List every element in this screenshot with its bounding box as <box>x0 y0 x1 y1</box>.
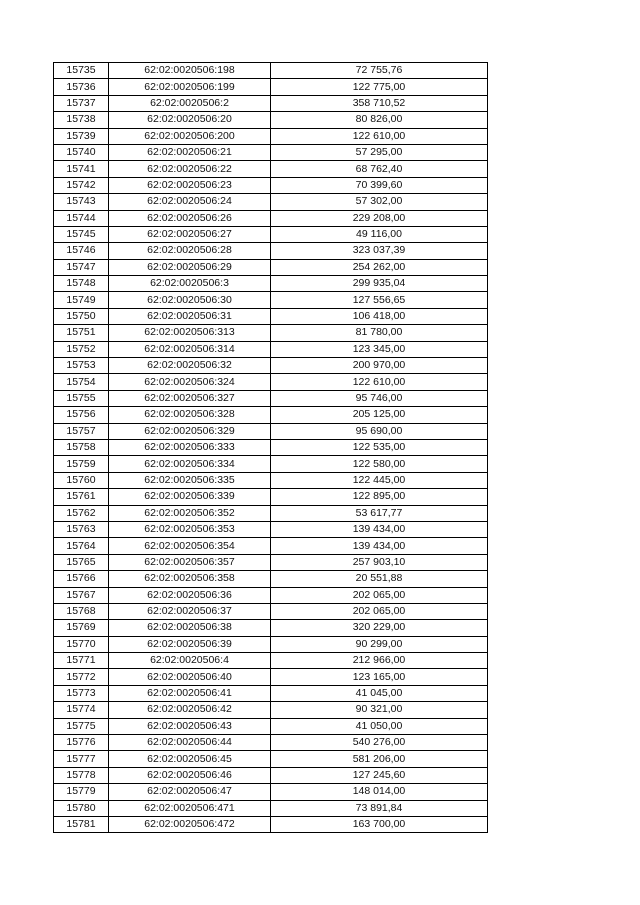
value-cell: 257 903,10 <box>271 554 488 570</box>
cadastral-number-cell: 62:02:0020506:39 <box>109 636 271 652</box>
table-row <box>54 538 488 554</box>
row-number-cell: 15756 <box>54 407 109 423</box>
cadastral-number-cell: 62:02:0020506:31 <box>109 308 271 324</box>
value-cell: 254 262,00 <box>271 259 488 275</box>
row-number-cell: 15755 <box>54 390 109 406</box>
table-row <box>54 423 488 439</box>
table-row <box>54 439 488 455</box>
table-row <box>54 653 488 669</box>
table-row <box>54 456 488 472</box>
value-cell: 581 206,00 <box>271 751 488 767</box>
value-cell: 80 826,00 <box>271 112 488 128</box>
cadastral-number-cell: 62:02:0020506:352 <box>109 505 271 521</box>
row-number-cell: 15779 <box>54 784 109 800</box>
row-number-cell: 15772 <box>54 669 109 685</box>
cadastral-number-cell: 62:02:0020506:29 <box>109 259 271 275</box>
cadastral-number-cell: 62:02:0020506:22 <box>109 161 271 177</box>
value-cell: 212 966,00 <box>271 653 488 669</box>
cadastral-number-cell: 62:02:0020506:40 <box>109 669 271 685</box>
cadastral-number-cell: 62:02:0020506:314 <box>109 341 271 357</box>
cadastral-number-cell: 62:02:0020506:28 <box>109 243 271 259</box>
table-row <box>54 571 488 587</box>
table-row <box>54 259 488 275</box>
row-number-cell: 15740 <box>54 144 109 160</box>
table-row <box>54 358 488 374</box>
cadastral-number-cell: 62:02:0020506:47 <box>109 784 271 800</box>
value-cell: 57 302,00 <box>271 194 488 210</box>
table-row <box>54 685 488 701</box>
value-cell: 49 116,00 <box>271 226 488 242</box>
value-cell: 323 037,39 <box>271 243 488 259</box>
row-number-cell: 15745 <box>54 226 109 242</box>
cadastral-number-cell: 62:02:0020506:43 <box>109 718 271 734</box>
cadastral-number-cell: 62:02:0020506:37 <box>109 603 271 619</box>
cadastral-number-cell: 62:02:0020506:471 <box>109 800 271 816</box>
table-row <box>54 308 488 324</box>
value-cell: 81 780,00 <box>271 325 488 341</box>
table-row <box>54 735 488 751</box>
row-number-cell: 15736 <box>54 79 109 95</box>
value-cell: 122 580,00 <box>271 456 488 472</box>
row-number-cell: 15781 <box>54 816 109 832</box>
row-number-cell: 15746 <box>54 243 109 259</box>
row-number-cell: 15742 <box>54 177 109 193</box>
cadastral-number-cell: 62:02:0020506:42 <box>109 702 271 718</box>
cadastral-number-cell: 62:02:0020506:3 <box>109 276 271 292</box>
row-number-cell: 15758 <box>54 439 109 455</box>
row-number-cell: 15766 <box>54 571 109 587</box>
table-row <box>54 800 488 816</box>
table-row <box>54 79 488 95</box>
row-number-cell: 15762 <box>54 505 109 521</box>
cadastral-number-cell: 62:02:0020506:26 <box>109 210 271 226</box>
table-row <box>54 128 488 144</box>
value-cell: 20 551,88 <box>271 571 488 587</box>
row-number-cell: 15748 <box>54 276 109 292</box>
cadastral-number-cell: 62:02:0020506:27 <box>109 226 271 242</box>
table-row <box>54 374 488 390</box>
table-row <box>54 325 488 341</box>
row-number-cell: 15735 <box>54 63 109 79</box>
value-cell: 90 299,00 <box>271 636 488 652</box>
value-cell: 127 556,65 <box>271 292 488 308</box>
row-number-cell: 15776 <box>54 735 109 751</box>
cadastral-number-cell: 62:02:0020506:313 <box>109 325 271 341</box>
value-cell: 106 418,00 <box>271 308 488 324</box>
cadastral-number-cell: 62:02:0020506:472 <box>109 816 271 832</box>
value-cell: 202 065,00 <box>271 603 488 619</box>
table-row <box>54 95 488 111</box>
row-number-cell: 15761 <box>54 489 109 505</box>
value-cell: 95 690,00 <box>271 423 488 439</box>
row-number-cell: 15780 <box>54 800 109 816</box>
value-cell: 95 746,00 <box>271 390 488 406</box>
row-number-cell: 15777 <box>54 751 109 767</box>
row-number-cell: 15767 <box>54 587 109 603</box>
value-cell: 53 617,77 <box>271 505 488 521</box>
table-row <box>54 636 488 652</box>
table-row <box>54 276 488 292</box>
table-row <box>54 816 488 832</box>
cadastral-number-cell: 62:02:0020506:324 <box>109 374 271 390</box>
table-row <box>54 620 488 636</box>
value-cell: 123 165,00 <box>271 669 488 685</box>
table-row <box>54 210 488 226</box>
row-number-cell: 15741 <box>54 161 109 177</box>
table-row <box>54 489 488 505</box>
table-row <box>54 292 488 308</box>
row-number-cell: 15747 <box>54 259 109 275</box>
cadastral-number-cell: 62:02:0020506:32 <box>109 358 271 374</box>
cadastral-number-cell: 62:02:0020506:41 <box>109 685 271 701</box>
value-cell: 41 050,00 <box>271 718 488 734</box>
row-number-cell: 15764 <box>54 538 109 554</box>
value-cell: 68 762,40 <box>271 161 488 177</box>
cadastral-number-cell: 62:02:0020506:30 <box>109 292 271 308</box>
cadastral-number-cell: 62:02:0020506:339 <box>109 489 271 505</box>
cadastral-number-cell: 62:02:0020506:357 <box>109 554 271 570</box>
value-cell: 358 710,52 <box>271 95 488 111</box>
row-number-cell: 15769 <box>54 620 109 636</box>
value-cell: 57 295,00 <box>271 144 488 160</box>
table-row <box>54 767 488 783</box>
table-row <box>54 718 488 734</box>
row-number-cell: 15750 <box>54 308 109 324</box>
row-number-cell: 15759 <box>54 456 109 472</box>
table-row <box>54 702 488 718</box>
row-number-cell: 15765 <box>54 554 109 570</box>
row-number-cell: 15751 <box>54 325 109 341</box>
value-cell: 72 755,76 <box>271 63 488 79</box>
cadastral-number-cell: 62:02:0020506:334 <box>109 456 271 472</box>
row-number-cell: 15752 <box>54 341 109 357</box>
row-number-cell: 15754 <box>54 374 109 390</box>
table-row <box>54 554 488 570</box>
table-row <box>54 63 488 79</box>
cadastral-number-cell: 62:02:0020506:4 <box>109 653 271 669</box>
table-row <box>54 784 488 800</box>
value-cell: 122 610,00 <box>271 128 488 144</box>
cadastral-number-cell: 62:02:0020506:329 <box>109 423 271 439</box>
row-number-cell: 15775 <box>54 718 109 734</box>
row-number-cell: 15763 <box>54 521 109 537</box>
table-row <box>54 390 488 406</box>
value-cell: 229 208,00 <box>271 210 488 226</box>
value-cell: 139 434,00 <box>271 538 488 554</box>
cadastral-number-cell: 62:02:0020506:20 <box>109 112 271 128</box>
value-cell: 127 245,60 <box>271 767 488 783</box>
cadastral-number-cell: 62:02:0020506:46 <box>109 767 271 783</box>
table-row <box>54 177 488 193</box>
value-cell: 320 229,00 <box>271 620 488 636</box>
value-cell: 123 345,00 <box>271 341 488 357</box>
value-cell: 122 895,00 <box>271 489 488 505</box>
row-number-cell: 15774 <box>54 702 109 718</box>
cadastral-number-cell: 62:02:0020506:198 <box>109 63 271 79</box>
row-number-cell: 15753 <box>54 358 109 374</box>
row-number-cell: 15749 <box>54 292 109 308</box>
table-row <box>54 505 488 521</box>
value-cell: 122 445,00 <box>271 472 488 488</box>
value-cell: 202 065,00 <box>271 587 488 603</box>
cadastral-value-table <box>53 62 488 833</box>
value-cell: 139 434,00 <box>271 521 488 537</box>
table-row <box>54 587 488 603</box>
cadastral-number-cell: 62:02:0020506:2 <box>109 95 271 111</box>
value-cell: 540 276,00 <box>271 735 488 751</box>
row-number-cell: 15768 <box>54 603 109 619</box>
table-row <box>54 341 488 357</box>
cadastral-number-cell: 62:02:0020506:353 <box>109 521 271 537</box>
cadastral-number-cell: 62:02:0020506:333 <box>109 439 271 455</box>
value-cell: 122 610,00 <box>271 374 488 390</box>
value-cell: 200 970,00 <box>271 358 488 374</box>
value-cell: 205 125,00 <box>271 407 488 423</box>
row-number-cell: 15743 <box>54 194 109 210</box>
row-number-cell: 15771 <box>54 653 109 669</box>
table-row <box>54 407 488 423</box>
table-row <box>54 144 488 160</box>
table-row <box>54 521 488 537</box>
cadastral-number-cell: 62:02:0020506:335 <box>109 472 271 488</box>
table-row <box>54 603 488 619</box>
table-row <box>54 194 488 210</box>
cadastral-number-cell: 62:02:0020506:199 <box>109 79 271 95</box>
table-row <box>54 161 488 177</box>
cadastral-number-cell: 62:02:0020506:24 <box>109 194 271 210</box>
value-cell: 148 014,00 <box>271 784 488 800</box>
value-cell: 90 321,00 <box>271 702 488 718</box>
cadastral-number-cell: 62:02:0020506:358 <box>109 571 271 587</box>
value-cell: 73 891,84 <box>271 800 488 816</box>
row-number-cell: 15744 <box>54 210 109 226</box>
value-cell: 70 399,60 <box>271 177 488 193</box>
row-number-cell: 15757 <box>54 423 109 439</box>
cadastral-number-cell: 62:02:0020506:328 <box>109 407 271 423</box>
row-number-cell: 15760 <box>54 472 109 488</box>
row-number-cell: 15738 <box>54 112 109 128</box>
cadastral-number-cell: 62:02:0020506:45 <box>109 751 271 767</box>
row-number-cell: 15778 <box>54 767 109 783</box>
row-number-cell: 15739 <box>54 128 109 144</box>
table-row <box>54 669 488 685</box>
table-row <box>54 226 488 242</box>
value-cell: 41 045,00 <box>271 685 488 701</box>
table-row <box>54 751 488 767</box>
cadastral-number-cell: 62:02:0020506:36 <box>109 587 271 603</box>
cadastral-number-cell: 62:02:0020506:21 <box>109 144 271 160</box>
cadastral-number-cell: 62:02:0020506:327 <box>109 390 271 406</box>
row-number-cell: 15770 <box>54 636 109 652</box>
table-row <box>54 472 488 488</box>
row-number-cell: 15737 <box>54 95 109 111</box>
cadastral-number-cell: 62:02:0020506:38 <box>109 620 271 636</box>
value-cell: 299 935,04 <box>271 276 488 292</box>
cadastral-number-cell: 62:02:0020506:354 <box>109 538 271 554</box>
table-body <box>54 63 488 833</box>
value-cell: 122 535,00 <box>271 439 488 455</box>
cadastral-number-cell: 62:02:0020506:23 <box>109 177 271 193</box>
table-row <box>54 243 488 259</box>
value-cell: 163 700,00 <box>271 816 488 832</box>
cadastral-number-cell: 62:02:0020506:44 <box>109 735 271 751</box>
value-cell: 122 775,00 <box>271 79 488 95</box>
cadastral-number-cell: 62:02:0020506:200 <box>109 128 271 144</box>
table-row <box>54 112 488 128</box>
row-number-cell: 15773 <box>54 685 109 701</box>
